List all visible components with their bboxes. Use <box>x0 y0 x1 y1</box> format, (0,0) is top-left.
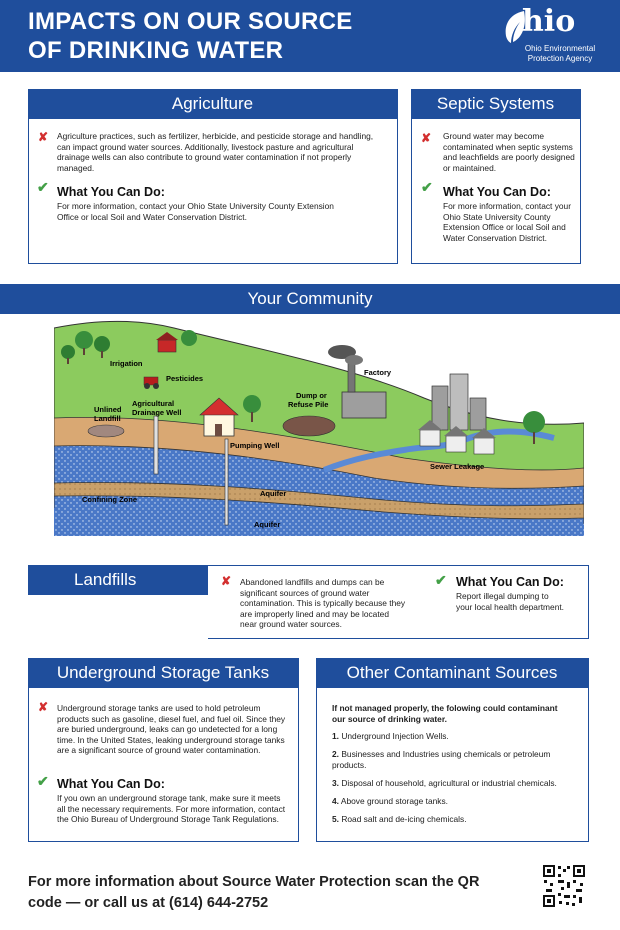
other-sources-list <box>332 731 578 832</box>
list-item: 1. Underground Injection Wells. <box>332 731 449 741</box>
agriculture-action-title: What You Can Do: <box>57 185 165 199</box>
ust-action-text: If you own an underground storage tank, make sure it meets all the necessary requirements. For more information, contact the Ohio Bureau of Underground Storage Tank Regulations. <box>57 793 286 825</box>
community-band <box>0 284 620 314</box>
label-unlined-landfill-2: Landfill <box>94 414 121 423</box>
label-unlined-landfill-1: Unlined <box>94 405 122 414</box>
check-mark-icon: ✔ <box>37 773 49 789</box>
landfills-action-title: What You Can Do: <box>456 575 564 589</box>
label-dump-1: Dump or <box>296 391 327 400</box>
page-title-line2: OF DRINKING WATER <box>28 37 284 64</box>
other-heading: Other Contaminant Sources <box>316 658 589 688</box>
page-title-line1: IMPACTS ON OUR SOURCE <box>28 8 353 35</box>
label-irrigation: Irrigation <box>110 359 143 368</box>
logo-agency-line2: Protection Agency <box>527 54 593 63</box>
septic-heading: Septic Systems <box>411 89 581 119</box>
list-item: 4. Above ground storage tanks. <box>332 795 448 806</box>
x-mark-icon: ✘ <box>38 700 49 714</box>
label-aquifer-lower: Aquifer <box>254 520 281 529</box>
label-ag-drain-1: Agricultural <box>132 399 175 408</box>
page-header <box>0 0 620 72</box>
check-mark-icon: ✔ <box>37 179 49 195</box>
agriculture-issue-text: Agriculture practices, such as fertilizer, herbicide, and pesticide storage and handling, can impact ground water sources. Additionally, livestock pasture and agricultural drainage wells can also contribute to ground water contamination if not properly managed. <box>57 131 374 173</box>
page-title <box>28 7 353 65</box>
list-item: 5. Road salt and de-icing chemicals. <box>332 813 467 824</box>
label-sewer-leakage: Sewer Leakage <box>430 462 485 471</box>
septic-issue-text: Ground water may become contaminated when septic systems and leachfields are poorly designed or maintained. <box>443 131 575 173</box>
septic-action-title: What You Can Do: <box>443 185 551 199</box>
groundwater-diagram <box>54 318 584 536</box>
list-item: 3. Disposal of household, agricultural or industrial chemicals. <box>332 777 557 788</box>
x-mark-icon: ✘ <box>421 131 432 145</box>
agriculture-heading: Agriculture <box>28 89 398 119</box>
check-mark-icon: ✔ <box>435 572 447 588</box>
agriculture-action-text: For more information, contact your Ohio State University County Extension Office or local Soil and Water Conservation District. <box>57 201 334 222</box>
x-mark-icon: ✘ <box>38 130 49 144</box>
landfills-band <box>28 565 208 595</box>
other-intro-text: If not managed properly, the folowing could contaminant our source of drinking water. <box>332 703 558 724</box>
logo-agency-name <box>512 44 608 64</box>
label-factory: Factory <box>364 368 392 377</box>
label-pumping-well: Pumping Well <box>230 441 280 450</box>
agriculture-panel <box>28 89 398 264</box>
x-mark-icon: ✘ <box>221 574 232 588</box>
landfills-action-text: Report illegal dumping to your local health department. <box>456 591 565 612</box>
label-aquifer-upper: Aquifer <box>260 489 287 498</box>
label-ag-drain-2: Drainage Well <box>132 408 182 417</box>
qr-code-icon[interactable] <box>542 864 586 908</box>
check-mark-icon: ✔ <box>421 179 433 195</box>
logo-wordmark: hio <box>522 4 576 39</box>
label-confining-zone: Confining Zone <box>82 495 137 504</box>
label-pesticides: Pesticides <box>166 374 204 383</box>
list-item: 2. Businesses and Industries using chemicals or petroleum products. <box>332 749 551 770</box>
ust-heading: Underground Storage Tanks <box>28 658 299 688</box>
logo-agency-line1: Ohio Environmental <box>524 44 596 53</box>
ohio-epa-logo <box>500 4 612 68</box>
community-heading: Your Community <box>247 289 373 308</box>
landfills-heading: Landfills <box>74 570 137 589</box>
footer-contact-text: For more information about Source Water Protection scan the QR code — or call us at (614) 644-2752 <box>28 874 480 911</box>
septic-action-text: For more information, contact your Ohio State University County Extension Office or local Soil and Water Conservation District. <box>443 201 572 243</box>
ust-issue-text: Underground storage tanks are used to hold petroleum products such as gasoline, diesel fuel, and fuel oil. Since they are buried underground, leaks can go undetected for a long time. In the United States, leaking underground storage tanks are a significant source of ground water contamination. <box>57 703 286 756</box>
ust-action-title: What You Can Do: <box>57 777 165 791</box>
landfills-issue-text: Abandoned landfills and dumps can be significant sources of ground water contamination. This is typically because they are improperly lined and may be located near ground water sources. <box>240 577 406 630</box>
label-dump-2: Refuse Pile <box>288 400 329 409</box>
